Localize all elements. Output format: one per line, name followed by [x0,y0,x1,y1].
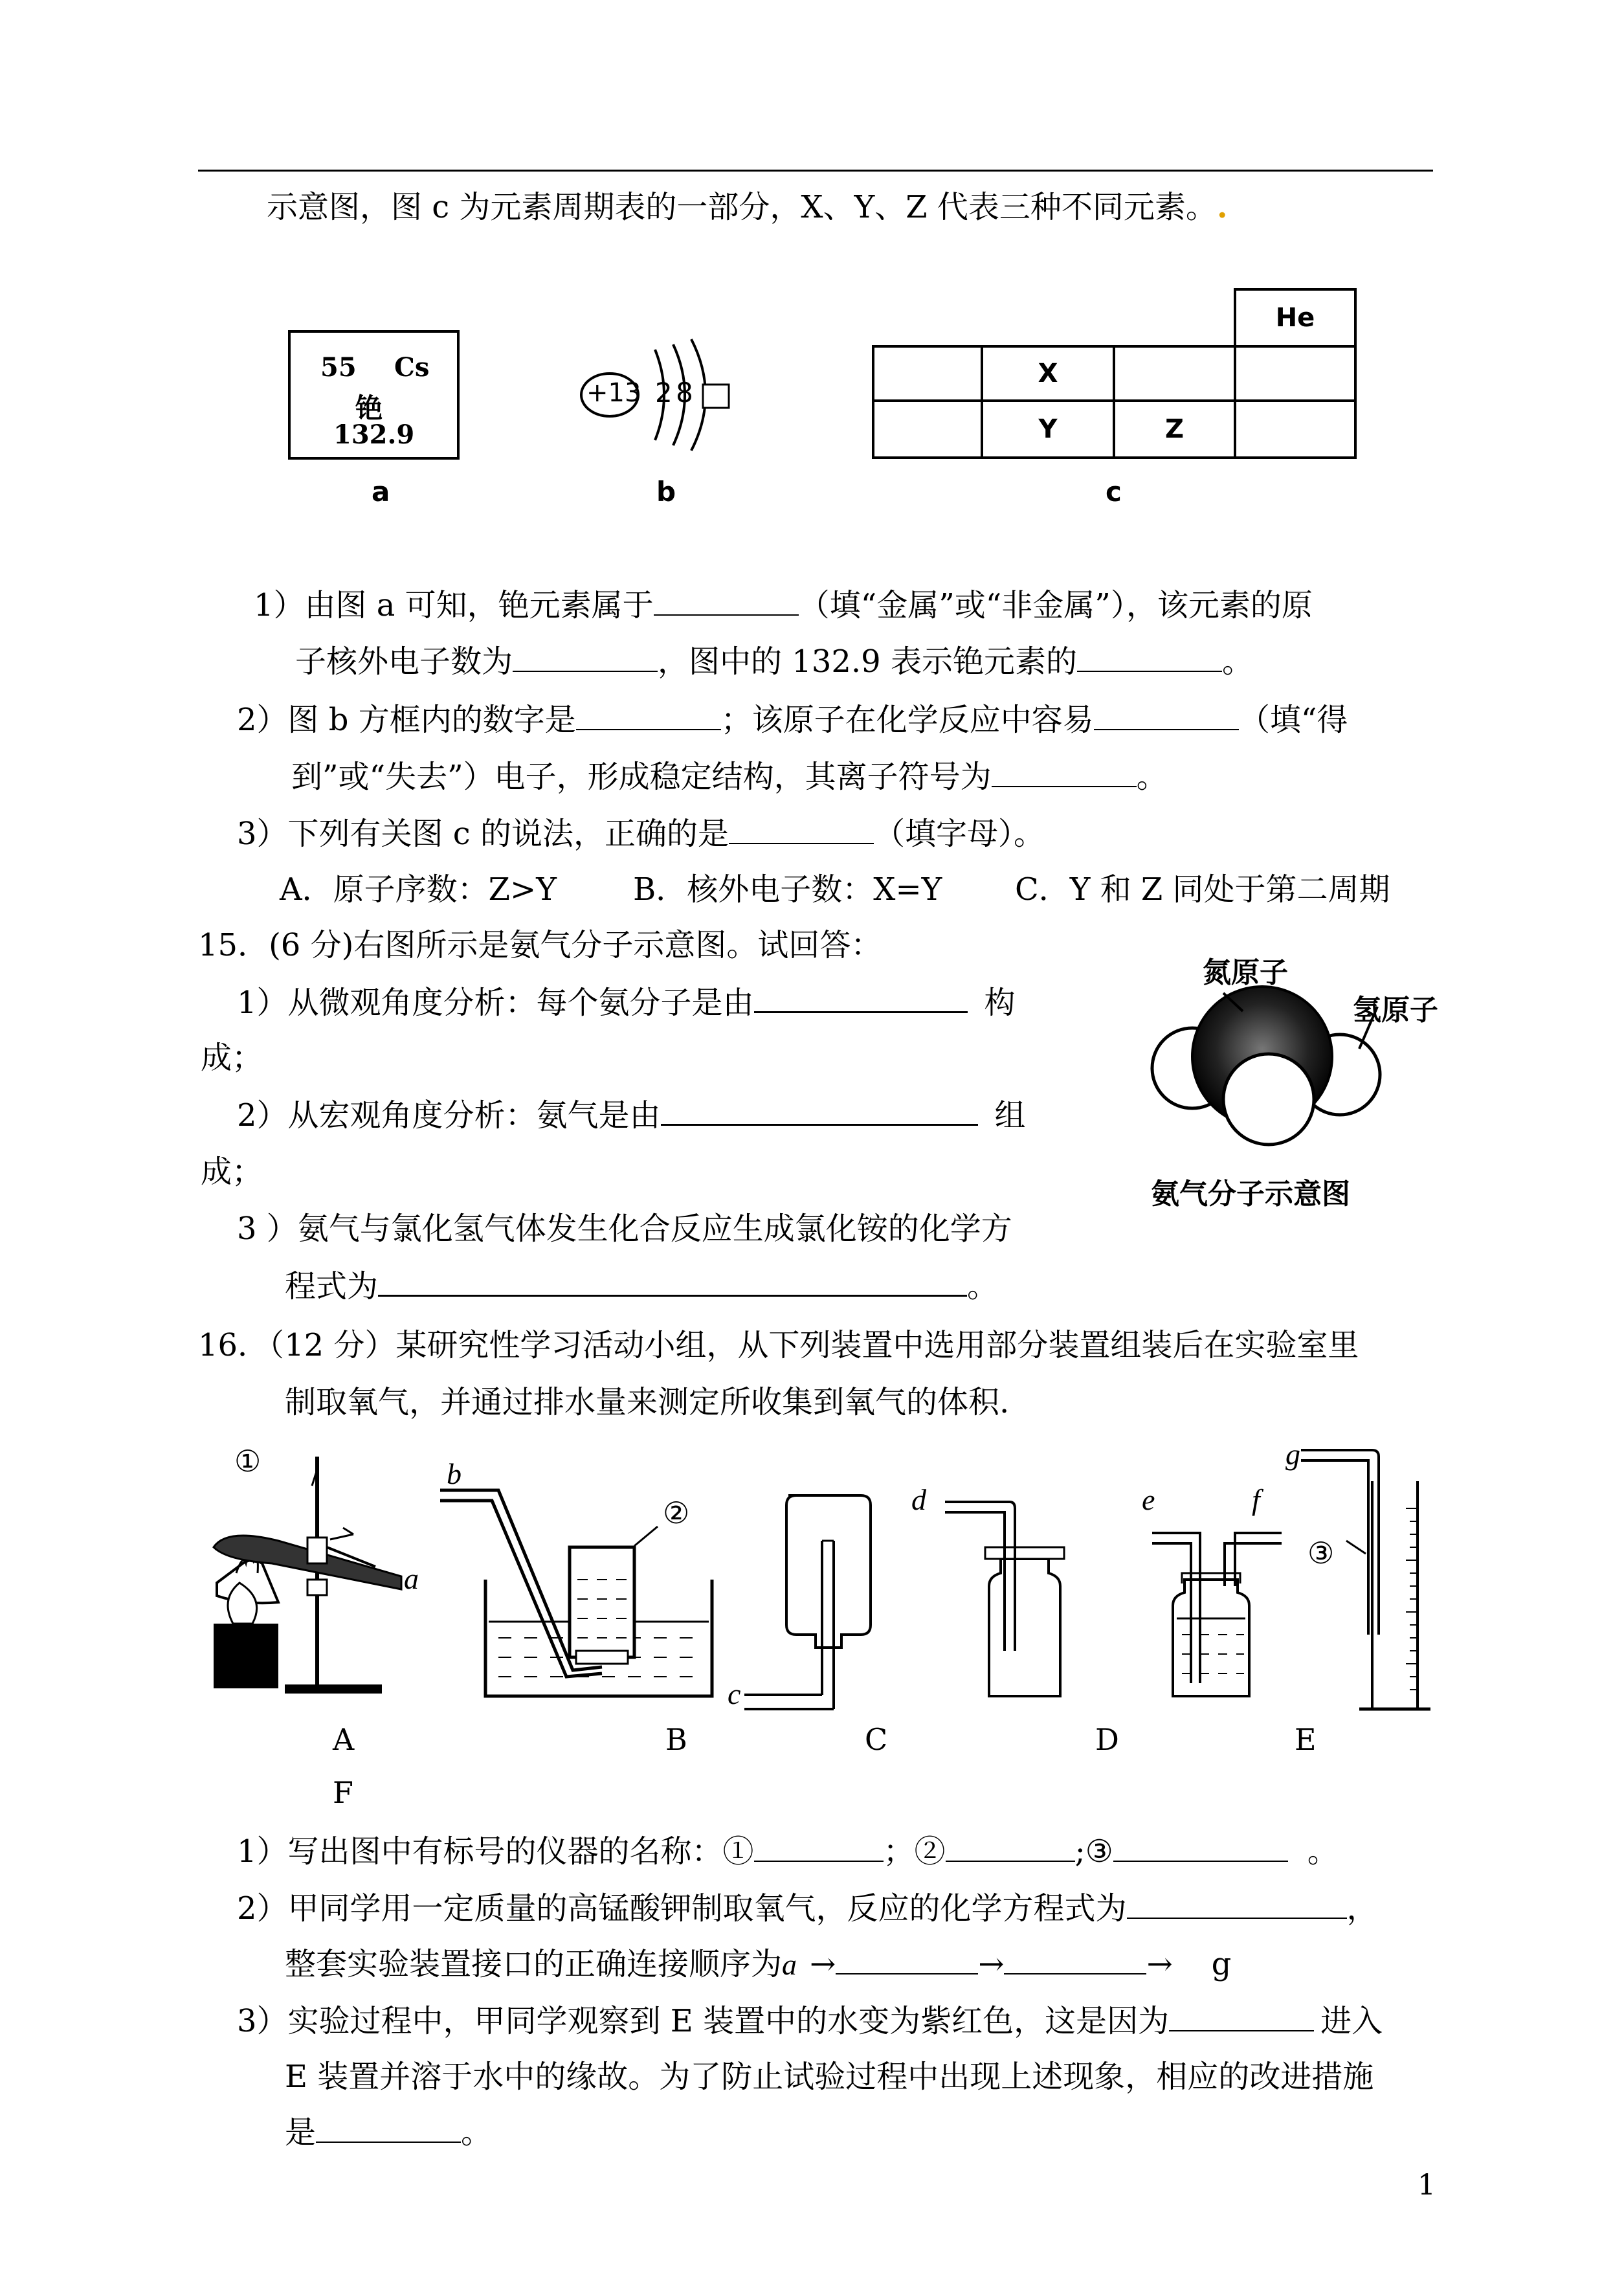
port-f: f [1252,1483,1260,1516]
answer-blank-kmno4-equation[interactable] [1127,1889,1347,1919]
element-symbol: Cs [394,352,430,383]
port-a: a [404,1562,419,1595]
answer-blank-connection-1[interactable] [836,1945,978,1974]
apparatus-label-b: B [665,1722,687,1757]
ptable-cell-1-3 [1113,345,1236,402]
q15-3-text: 程式为 [285,1268,379,1304]
q16-1-text2: ；② [883,1833,946,1870]
answer-blank-electron-count[interactable] [513,642,658,672]
ammonia-figure-caption: 氨气分子示意图 [1151,1178,1350,1211]
mark-1: ① [234,1444,261,1479]
q15-2-text: 2）从宏观角度分析：氨气是由 [237,1097,661,1134]
q16-title2: 制取氧气，并通过排水量来测定所收集到氧气的体积. [285,1384,1010,1420]
z-symbol: Z [1164,414,1184,444]
q14-3-text2: （填字母）。 [873,816,1045,852]
q15-line2b: 成； [201,1154,263,1190]
answer-blank-choice[interactable] [729,814,874,844]
q16-1-text3: ;③ [1074,1833,1113,1870]
q14-1-text5: 。 [1221,643,1253,680]
intro-line [267,188,1228,227]
intro-text: 示意图，图 c 为元素周期表的一部分，X、Y、Z 代表三种不同元素。 [267,189,1217,225]
nitrogen-atom-label: 氮原子 [1203,956,1288,989]
q16-line1 [237,1832,1339,1871]
q14-3-text: 3）下列有关图 c 的说法，正确的是 [237,816,729,852]
q16-3-text: 3）实验过程中，甲同学观察到 E 装置中的水变为紫红色，这是因为 [237,2003,1170,2039]
q15-title: 15．(6 分)右图所示是氨气分子示意图。试回答： [198,927,882,963]
header-rule [198,170,1433,172]
answer-blank-substance[interactable] [1169,2002,1314,2031]
q14-option-c: C．Y 和 Z 同处于第二周期 [1015,871,1390,908]
q16-2-text3: 整套实验装置接口的正确连接顺序为 [285,1946,783,1982]
q16-line3 [285,1945,1231,1984]
answer-blank-instrument-3[interactable] [1113,1832,1288,1862]
answer-blank-mass-meaning[interactable] [1077,642,1222,672]
port-e: e [1142,1483,1155,1516]
page-number: 1 [1418,2169,1436,2202]
q16-line6 [285,2113,492,2152]
ptable-cell-2-1 [872,399,983,459]
q16-arrow-2: → [978,1946,1005,1982]
he-symbol: He [1275,303,1315,333]
q16-3-text2: 进入 [1320,2003,1383,2039]
q16-2-port-a: a [782,1948,797,1981]
port-g: g [1285,1438,1300,1471]
hydrogen-atom-label: 氢原子 [1353,994,1438,1027]
q15-line1 [237,983,1016,1022]
q16-arrow-3: → [1146,1946,1173,1982]
q14-1-text2: （填“金属”或“非金属”），该元素的原 [798,587,1313,623]
atomic-number: 55 [320,352,357,383]
q16-1-text4: 。 [1307,1833,1339,1870]
q14-2-text4: 到”或“失去”）电子，形成稳定结构，其离子符号为 [291,759,992,795]
apparatus-label-e: E [1295,1722,1317,1757]
answer-blank-ion-symbol[interactable] [992,757,1137,787]
electron-shells: 2 8 [655,377,691,408]
element-name: 铯 [355,392,383,424]
q14-2-text2: ；该原子在化学反应中容易 [720,702,1094,738]
answer-blank-cs-type[interactable] [654,586,799,616]
port-d: d [911,1483,926,1516]
q16-line5: E 装置并溶于水中的缘故。为了防止试验过程中出现上述现象，相应的改进措施 [285,2059,1374,2095]
ptable-cell-1-1 [872,345,983,402]
answer-blank-substance-composition[interactable] [661,1095,978,1126]
q15-3-text2: 。 [967,1268,999,1304]
q14-option-a: A．原子序数：Z>Y [280,871,557,908]
ptable-cell-1-4 [1234,345,1357,402]
apparatus-d [932,1482,1087,1716]
x-symbol: X [1038,359,1058,388]
fig-a-label: a [372,476,390,508]
apparatus-label-c: C [865,1722,888,1757]
q14-option-b: B．核外电子数：X=Y [633,871,942,908]
answer-blank-equation[interactable] [378,1266,967,1297]
answer-blank-connection-2[interactable] [1004,1945,1146,1974]
q15-1-text: 1）从微观角度分析：每个氨分子是由 [237,985,754,1021]
q14-1-text3: 子核外电子数为 [295,643,513,680]
fig-b-label: b [656,476,676,508]
answer-blank-box-number[interactable] [576,700,721,730]
ptable-cell-x [981,345,1115,402]
nucleus-charge: +13 [586,378,641,408]
answer-blank-instrument-2[interactable] [946,1832,1075,1862]
q14-2-text: 2）图 b 方框内的数字是 [237,702,576,738]
apparatus-f-cylinder [1262,1437,1430,1722]
answer-blank-molecule-composition[interactable] [754,983,968,1013]
q14-2-text3: （填“得 [1238,702,1348,738]
mark-2: ② [663,1495,690,1530]
ptable-cell-he [1234,288,1357,348]
q14-line1 [254,586,1313,625]
intro-dot: . [1216,189,1228,225]
q16-2-text: 2）甲同学用一定质量的高锰酸钾制取氧气，反应的化学方程式为 [237,1890,1127,1927]
q15-line2 [237,1095,1026,1135]
q15-line1b: 成； [201,1040,263,1076]
fig-c-label: c [1106,476,1122,508]
q16-2-text2: ， [1346,1890,1378,1927]
answer-blank-instrument-1[interactable] [754,1832,884,1862]
q15-line3: 3 ）氨气与氯化氢气体发生化合反应生成氯化铵的化学方 [237,1211,1012,1247]
answer-blank-gain-lose[interactable] [1094,700,1239,730]
apparatus-c [731,1489,887,1722]
apparatus-label-f: F [333,1775,353,1810]
ptable-cell-y [981,399,1115,459]
q16-3-text4: 是 [285,2114,317,2151]
ptable-cell-2-4 [1234,399,1357,459]
q14-1-text4: ，图中的 132.9 表示铯元素的 [658,643,1077,680]
answer-blank-improvement[interactable] [316,2113,461,2143]
element-card-cs [288,330,460,460]
q16-title: 16．（12 分）某研究性学习活动小组，从下列装置中选用部分装置组装后在实验室里 [198,1327,1359,1363]
port-c: c [728,1677,741,1710]
q14-line5 [237,814,1045,853]
apparatus-label-a: A [333,1722,355,1757]
atomic-mass: 132.9 [333,419,415,450]
ptable-cell-z [1113,399,1236,459]
q15-line4 [285,1266,998,1306]
q16-line4 [237,2002,1383,2041]
q14-line2 [295,642,1253,681]
q16-2-port-g: g [1211,1946,1232,1982]
q16-arrow-1: → [810,1946,836,1982]
q15-2-text2: 组 [994,1097,1026,1134]
apparatus-label-d: D [1095,1722,1119,1757]
port-b: b [447,1457,462,1490]
y-symbol: Y [1038,414,1058,444]
q16-line2 [237,1889,1378,1928]
q15-1-text2: 构 [984,985,1016,1021]
mark-3: ③ [1307,1536,1335,1571]
q14-line4 [291,757,1168,796]
q16-3-text5: 。 [461,2114,493,2151]
q16-1-text: 1）写出图中有标号的仪器的名称：① [237,1833,754,1870]
q14-line3 [237,700,1348,739]
q14-2-text5: 。 [1136,759,1168,795]
q14-1-text: 1）由图 a 可知，铯元素属于 [254,587,654,623]
